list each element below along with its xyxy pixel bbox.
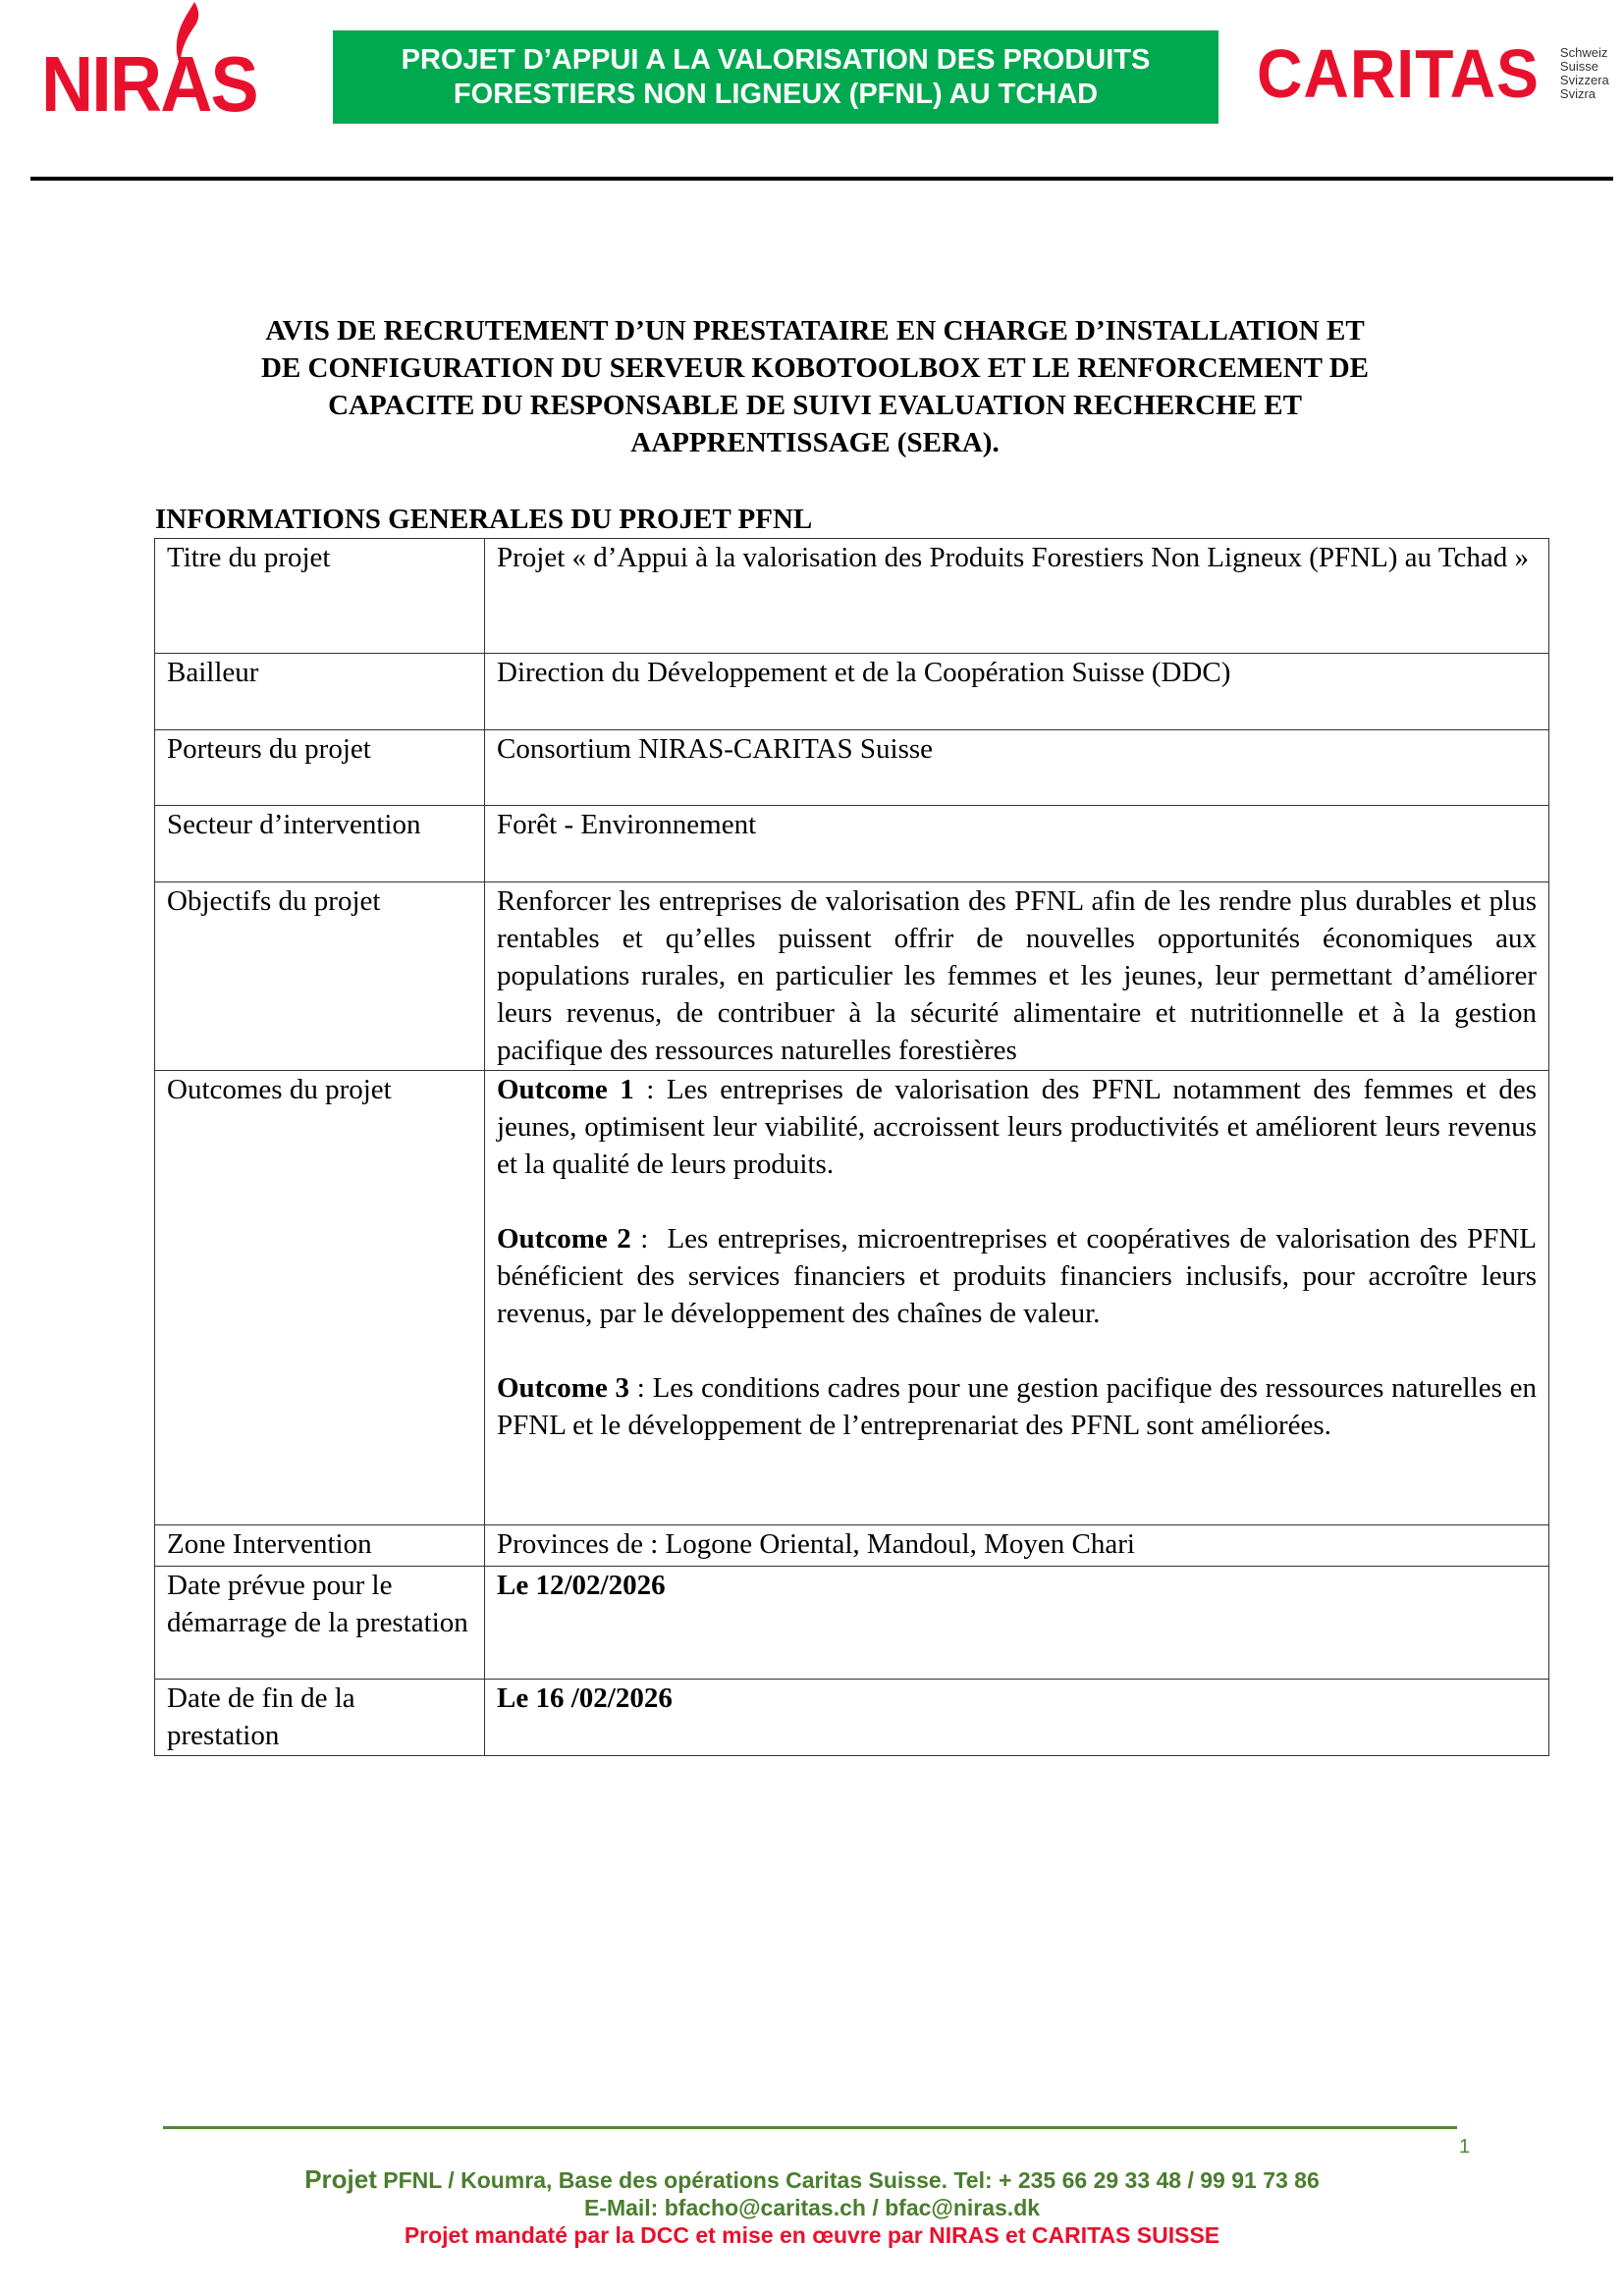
project-banner bbox=[333, 30, 1218, 124]
project-info-table bbox=[154, 538, 1549, 1756]
caritas-languages bbox=[1560, 46, 1609, 101]
row-label: Porteurs du projet bbox=[155, 730, 485, 806]
row-label: Outcomes du projet bbox=[155, 1071, 485, 1525]
row-value: Forêt - Environnement bbox=[485, 806, 1549, 882]
table-row bbox=[155, 1567, 1549, 1680]
outcome-name: Outcome 3 bbox=[497, 1372, 629, 1404]
outcome-sep: : bbox=[633, 1074, 667, 1105]
banner-line-2: FORESTIERS NON LIGNEUX (PFNL) AU TCHAD bbox=[453, 78, 1099, 110]
footer-contact bbox=[157, 2165, 1467, 2249]
row-label: Titre du projet bbox=[155, 539, 485, 654]
banner-line-1: PROJET D’APPUI A LA VALORISATION DES PRODUITS bbox=[401, 43, 1151, 76]
niras-logo-text: NIRAS bbox=[41, 40, 257, 128]
table-row bbox=[155, 1680, 1549, 1756]
row-label: Zone Intervention bbox=[155, 1525, 485, 1567]
outcome-sep: : bbox=[630, 1223, 668, 1255]
row-value: Le 16 /02/2026 bbox=[485, 1680, 1549, 1756]
table-row bbox=[155, 654, 1549, 730]
title-line: CAPACITE DU RESPONSABLE DE SUIVI EVALUATION RECHERCHE ET bbox=[328, 390, 1302, 421]
outcome-2 bbox=[497, 1220, 1537, 1332]
niras-logo bbox=[41, 0, 297, 128]
row-value: Le 12/02/2026 bbox=[485, 1567, 1549, 1680]
row-value: Provinces de : Logone Oriental, Mandoul, Moyen Chari bbox=[485, 1525, 1549, 1567]
outcome-3 bbox=[497, 1369, 1537, 1444]
footer-mandate: Projet mandaté par la DCC et mise en œuvre par NIRAS et CARITAS SUISSE bbox=[404, 2222, 1220, 2248]
row-label: Secteur d’intervention bbox=[155, 806, 485, 882]
caritas-lang-it: Svizzera bbox=[1559, 73, 1609, 87]
page-number: 1 bbox=[1459, 2136, 1471, 2158]
table-row bbox=[155, 730, 1549, 806]
outcome-name: Outcome 1 bbox=[497, 1074, 634, 1105]
outcome-sep: : bbox=[629, 1372, 653, 1404]
row-value: Consortium NIRAS-CARITAS Suisse bbox=[485, 730, 1549, 806]
row-label: Bailleur bbox=[155, 654, 485, 730]
row-value: Projet « d’Appui à la valorisation des Produits Forestiers Non Ligneux (PFNL) au Tchad » bbox=[485, 539, 1549, 654]
document-title bbox=[157, 312, 1473, 461]
table-row bbox=[155, 882, 1549, 1071]
table-row bbox=[155, 1071, 1549, 1525]
footer-prefix: Projet bbox=[304, 2164, 377, 2194]
footer-address bbox=[157, 2165, 1467, 2194]
footer-address-text: PFNL / Koumra, Base des opérations Caritas Suisse. Tel: + 235 66 29 33 48 / 99 91 73 86 bbox=[376, 2167, 1320, 2193]
outcome-1 bbox=[497, 1071, 1537, 1183]
row-label: Date prévue pour le démarrage de la prestation bbox=[155, 1567, 485, 1680]
outcome-text: Les entreprises de valorisation des PFNL notamment des femmes et des jeunes, optimisent leur viabilité, accroissent leurs productivités et améliorent leurs revenus et la qualité de leurs produits. bbox=[497, 1074, 1537, 1180]
caritas-lang-de: Schweiz bbox=[1559, 45, 1608, 60]
header-divider bbox=[30, 177, 1613, 181]
caritas-lang-rm: Svizra bbox=[1559, 86, 1597, 101]
row-label: Objectifs du projet bbox=[155, 882, 485, 1071]
row-value: Renforcer les entreprises de valorisation des PFNL afin de les rendre plus durables et plus rentables et qu’elles puissent offrir de nouvelles opportunités économiques aux populations rurales, en particulier les femmes et les jeunes, leur permettant d’améliorer leurs revenus, de contribuer à la sécurité alimentaire et nutritionnelle et à la gestion pacifique des ressources naturelles forestières bbox=[485, 882, 1549, 1071]
outcome-name: Outcome 2 bbox=[497, 1223, 631, 1255]
footer-divider bbox=[163, 2126, 1457, 2129]
title-line: AVIS DE RECRUTEMENT D’UN PRESTATAIRE EN CHARGE D’INSTALLATION ET bbox=[265, 315, 1365, 347]
table-row bbox=[155, 539, 1549, 654]
outcome-text: Les conditions cadres pour une gestion pacifique des ressources naturelles en PFNL et le développement de l’entreprenariat des PFNL sont améliorées. bbox=[497, 1372, 1538, 1441]
title-line: AAPPRENTISSAGE (SERA). bbox=[630, 427, 1000, 458]
caritas-lang-fr: Suisse bbox=[1559, 59, 1598, 74]
row-value: Direction du Développement et de la Coopération Suisse (DDC) bbox=[485, 654, 1549, 730]
section-title: INFORMATIONS GENERALES DU PROJET PFNL bbox=[155, 504, 813, 535]
caritas-logo bbox=[1257, 35, 1609, 112]
outcome-text: Les entreprises, microentreprises et coopératives de valorisation des PFNL bénéficient des services financiers et produits financiers inclusifs, pour accroître leurs revenus, par le développement des chaînes de valeur. bbox=[497, 1223, 1538, 1329]
table-row bbox=[155, 1525, 1549, 1567]
footer-email: E-Mail: bfacho@caritas.ch / bfac@niras.dk bbox=[583, 2195, 1041, 2220]
outcomes-cell bbox=[485, 1071, 1549, 1525]
caritas-logo-text: CARITAS bbox=[1257, 35, 1540, 112]
table-row bbox=[155, 806, 1549, 882]
row-label: Date de fin de la prestation bbox=[155, 1680, 485, 1756]
title-line: DE CONFIGURATION DU SERVEUR KOBOTOOLBOX ET LE RENFORCEMENT DE bbox=[260, 352, 1369, 384]
